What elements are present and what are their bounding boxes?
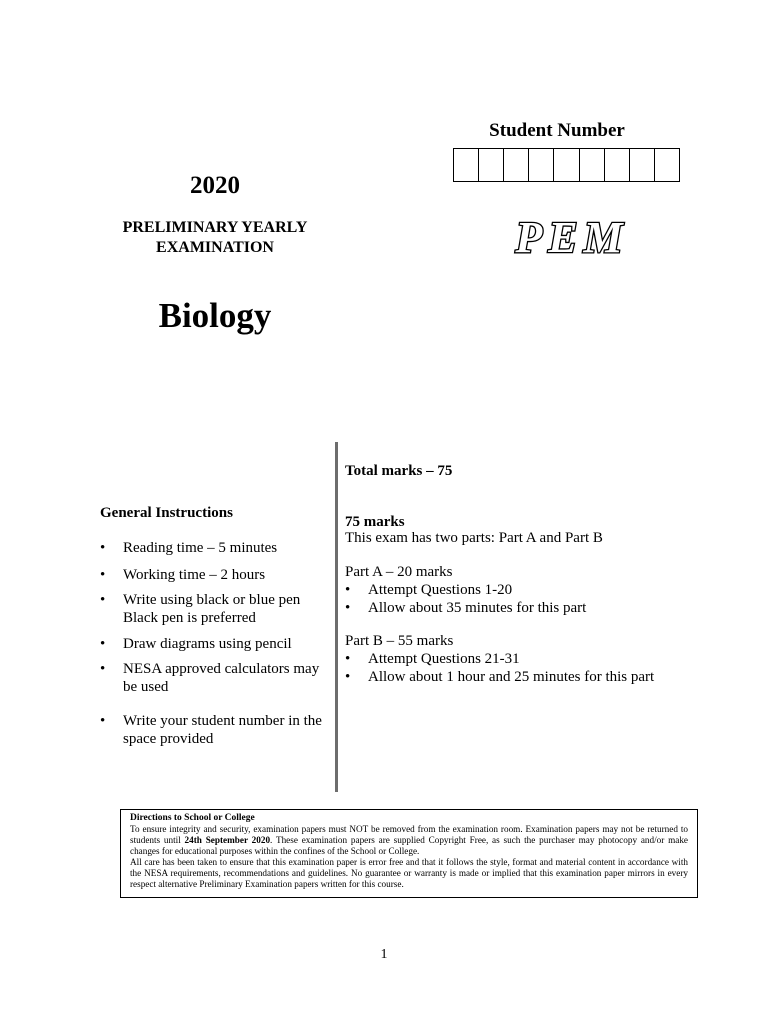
student-number-box[interactable] [504,149,529,181]
bullet: • [100,636,106,652]
instruction-item [100,660,332,696]
pem-logo [500,212,645,262]
student-number-box[interactable] [554,149,579,181]
part-a-item-text: Allow about 35 minutes for this part [368,600,587,616]
column-divider [335,442,338,792]
part-b-item-text: Allow about 1 hour and 25 minutes for this part [368,669,655,685]
bullet: • [100,592,106,608]
directions-paragraph [130,824,688,857]
exam-year: 2020 [190,172,240,199]
directions-text: . These examination papers are supplied Copyright Free, as such the purchaser may photocopy and/or make changes for educational purposes within the confines of the School or College. [130,835,688,856]
bullet: • [100,713,106,729]
student-number-box[interactable] [529,149,554,181]
instruction-text [123,591,332,627]
exam-title-line1: PRELIMINARY YEARLY [122,219,308,236]
student-number-label: Student Number [489,120,625,141]
student-number-box[interactable] [655,149,679,181]
instruction-line: be used [123,679,169,695]
student-number-box[interactable] [454,149,479,181]
directions-paragraph: All care has been taken to ensure that this examination paper is error free and that it follows the style, format and material content in accordance with the NESA requirements, recommendations and guidelines. No guarantee or warranty is made or implied that this examination paper mirrors in every respect alternative Preliminary Examination papers written for this course. [130,857,688,889]
student-number-box[interactable] [630,149,655,181]
bullet: • [345,582,351,598]
part-b-item [345,668,725,686]
part-b-heading: Part B – 55 marks [345,633,454,649]
instruction-line: Write your student number in the [123,713,322,729]
student-number-box[interactable] [605,149,630,181]
bullet: • [100,661,106,677]
bullet: • [100,567,106,583]
exam-title-line2: EXAMINATION [156,239,274,256]
part-b-item [345,650,725,668]
part-a-item [345,599,725,617]
student-number-box[interactable] [479,149,504,181]
marks-heading: 75 marks [345,514,405,530]
student-number-boxes[interactable] [453,148,680,182]
part-a-heading: Part A – 20 marks [345,564,453,580]
instruction-item [100,591,332,627]
page-number: 1 [380,947,388,962]
general-instructions-heading: General Instructions [100,505,233,521]
instruction-text: Draw diagrams using pencil [123,636,292,652]
part-b-item-text: Attempt Questions 21-31 [368,651,520,667]
subject-title: Biology [158,296,272,335]
bullet: • [345,669,351,685]
instruction-item [100,635,332,653]
instruction-text: Reading time – 5 minutes [123,540,278,556]
instruction-line: Black pen is preferred [123,610,256,626]
bullet: • [345,651,351,667]
exam-title [95,218,335,258]
instruction-item [100,539,332,557]
instruction-text [123,712,332,748]
instruction-item [100,566,332,584]
bullet: • [100,540,106,556]
bullet: • [345,600,351,616]
part-a-item [345,581,725,599]
directions-box [120,809,698,898]
instruction-text [123,660,332,696]
instruction-line: space provided [123,731,214,747]
total-marks: Total marks – 75 [345,463,453,479]
part-a-item-text: Attempt Questions 1-20 [368,582,513,598]
exam-parts-intro: This exam has two parts: Part A and Part B [345,530,603,546]
directions-heading: Directions to School or College [130,813,255,823]
instruction-line: Write using black or blue pen [123,592,301,608]
pem-logo-text: PEM [515,213,629,262]
student-number-box[interactable] [580,149,605,181]
instruction-item [100,712,332,748]
directions-text: To ensure integrity and security, examination papers must NOT be removed from the examination room. Examination papers may not be returned to students until [130,824,688,845]
return-date: 24th September 2020 [184,835,271,845]
instruction-line: NESA approved calculators may [123,661,320,677]
instruction-text: Working time – 2 hours [123,567,266,583]
